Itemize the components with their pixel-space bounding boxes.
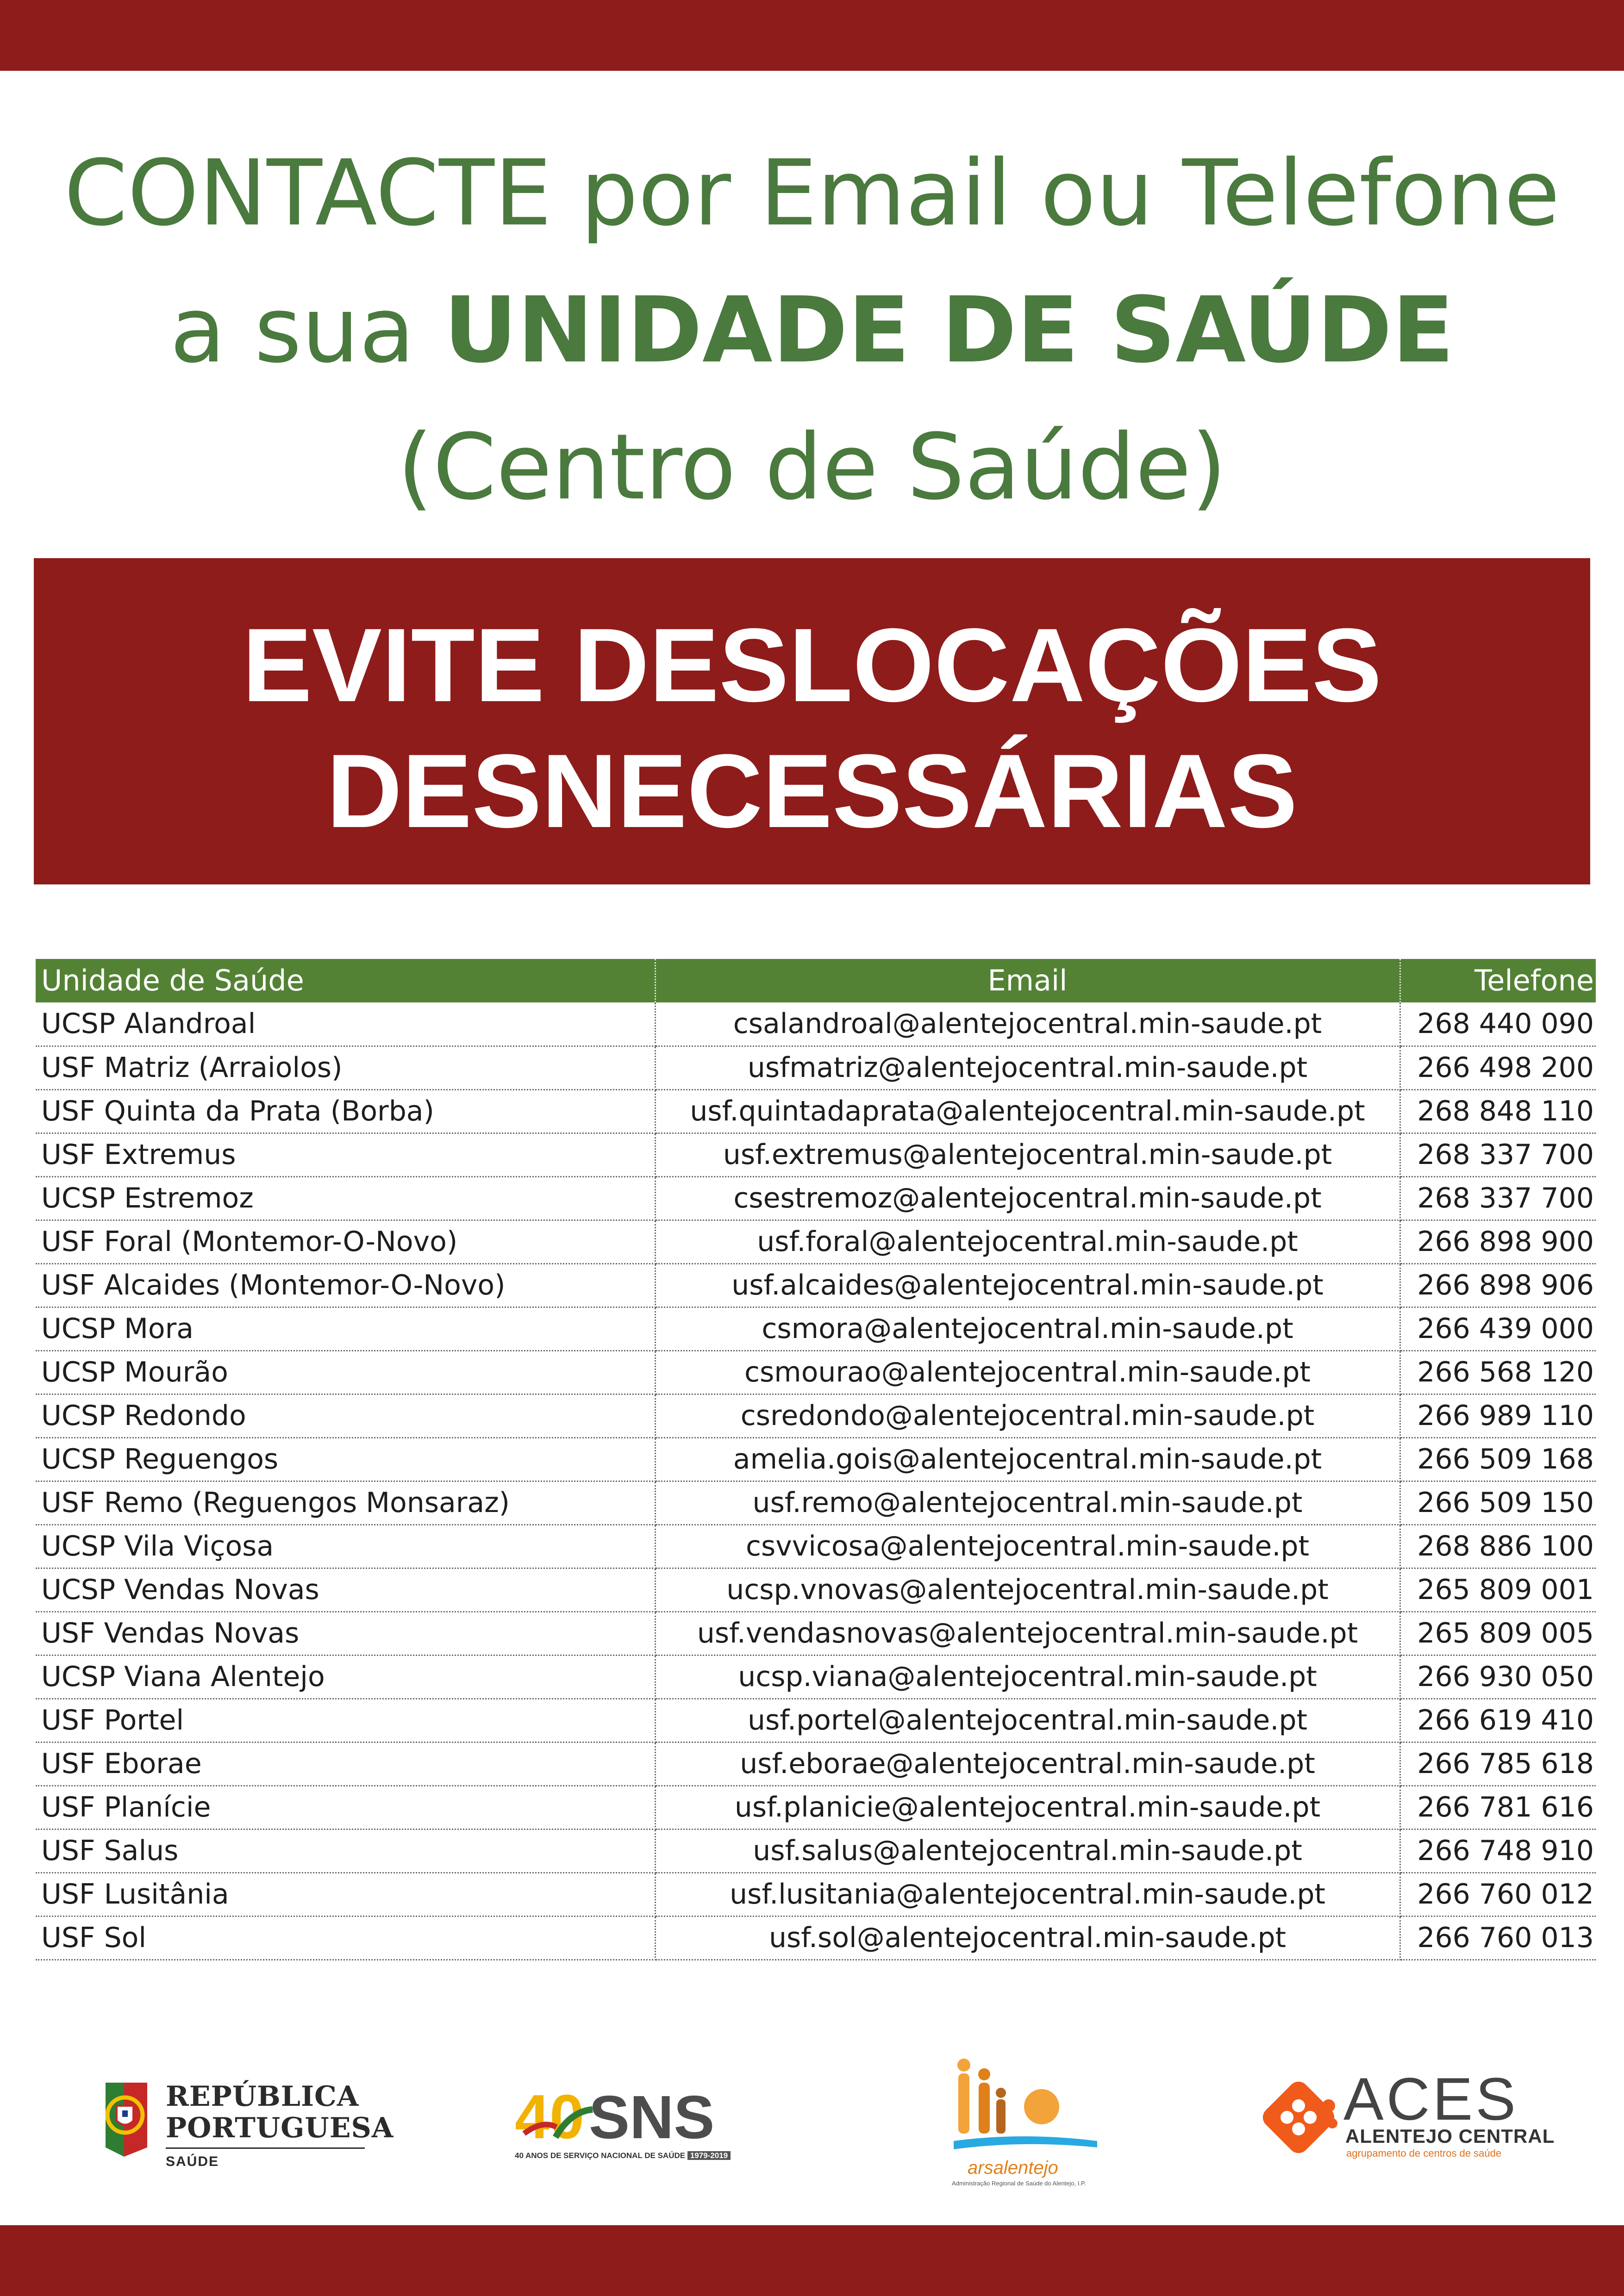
table-row	[36, 1089, 1596, 1133]
headline-line-2	[0, 262, 1624, 399]
unit-cell: USF Matriz (Arraiolos)	[36, 1046, 655, 1089]
phone-cell: 266 898 906	[1400, 1263, 1596, 1307]
email-cell[interactable]: usf.sol@alentejocentral.min-saude.pt	[655, 1916, 1400, 1960]
phone-cell: 266 568 120	[1400, 1350, 1596, 1394]
unit-cell: USF Sol	[36, 1916, 655, 1960]
unit-cell: USF Lusitânia	[36, 1873, 655, 1916]
table-row	[36, 1699, 1596, 1742]
email-cell[interactable]: amelia.gois@alentejocentral.min-saude.pt	[655, 1437, 1400, 1481]
phone-cell: 268 886 100	[1400, 1524, 1596, 1568]
unit-cell: UCSP Mora	[36, 1307, 655, 1350]
phone-cell: 266 760 012	[1400, 1873, 1596, 1916]
email-cell[interactable]: csmora@alentejocentral.min-saude.pt	[655, 1307, 1400, 1350]
table-row	[36, 1437, 1596, 1481]
unit-cell: UCSP Reguengos	[36, 1437, 655, 1481]
phone-cell: 266 619 410	[1400, 1699, 1596, 1742]
aces-dice-logo	[1255, 2073, 1343, 2161]
phone-cell: 265 809 001	[1400, 1568, 1596, 1612]
sns-40-mark	[515, 2083, 756, 2152]
unit-cell: USF Remo (Reguengos Monsaraz)	[36, 1481, 655, 1524]
email-cell[interactable]: usf.quintadaprata@alentejocentral.min-saude.pt	[655, 1089, 1400, 1133]
phone-cell: 266 898 900	[1400, 1220, 1596, 1263]
ars-name: arsalentejo	[968, 2158, 1058, 2178]
banner-line-1: EVITE DESLOCAÇÕES	[242, 606, 1382, 723]
ars-alentejo-logo	[949, 2055, 1102, 2189]
table-row	[36, 1002, 1596, 1046]
phone-cell: 266 439 000	[1400, 1307, 1596, 1350]
table-row	[36, 1655, 1596, 1699]
unit-cell: UCSP Vila Viçosa	[36, 1524, 655, 1568]
table-row	[36, 1916, 1596, 1960]
sns-number: 40	[515, 2083, 585, 2152]
unit-cell: UCSP Viana Alentejo	[36, 1655, 655, 1699]
unit-cell: UCSP Alandroal	[36, 1002, 655, 1046]
email-cell[interactable]: usf.extremus@alentejocentral.min-saude.pt	[655, 1133, 1400, 1176]
phone-cell: 266 509 168	[1400, 1437, 1596, 1481]
republica-name: REPÚBLICA PORTUGUESA	[166, 2080, 394, 2144]
phone-cell: 266 930 050	[1400, 1655, 1596, 1699]
table-row	[36, 1307, 1596, 1350]
unit-cell: USF Extremus	[36, 1133, 655, 1176]
table-row	[36, 1220, 1596, 1263]
unit-cell: USF Quinta da Prata (Borba)	[36, 1089, 655, 1133]
email-cell[interactable]: csvvicosa@alentejocentral.min-saude.pt	[655, 1524, 1400, 1568]
email-cell[interactable]: csredondo@alentejocentral.min-saude.pt	[655, 1394, 1400, 1437]
ars-sub: Administração Regional de Saúde do Alentejo, I.P.	[952, 2180, 1086, 2187]
table-row	[36, 1350, 1596, 1394]
email-cell[interactable]: usf.remo@alentejocentral.min-saude.pt	[655, 1481, 1400, 1524]
unit-cell: USF Eborae	[36, 1742, 655, 1786]
unit-cell: UCSP Mourão	[36, 1350, 655, 1394]
email-cell[interactable]: csestremoz@alentejocentral.min-saude.pt	[655, 1176, 1400, 1220]
warning-banner	[34, 558, 1590, 884]
headline-line-2-strong: UNIDADE DE SAÚDE	[443, 278, 1454, 383]
republica-sub: SAÚDE	[166, 2154, 219, 2169]
unit-cell: USF Vendas Novas	[36, 1612, 655, 1655]
ars-figures-logo	[949, 2055, 1102, 2161]
email-cell[interactable]: usf.lusitania@alentejocentral.min-saude.pt	[655, 1873, 1400, 1916]
republica-rule	[166, 2147, 365, 2149]
email-cell[interactable]: csalandroal@alentejocentral.min-saude.pt	[655, 1002, 1400, 1046]
table-row	[36, 1176, 1596, 1220]
phone-cell: 265 809 005	[1400, 1612, 1596, 1655]
phone-cell: 266 748 910	[1400, 1829, 1596, 1873]
coat-of-arms-icon	[96, 2078, 156, 2161]
health-units-table	[36, 959, 1596, 1960]
headline	[0, 125, 1624, 536]
footer-logos	[0, 2055, 1624, 2194]
table-body	[36, 1002, 1596, 1960]
email-cell[interactable]: ucsp.vnovas@alentejocentral.min-saude.pt	[655, 1568, 1400, 1612]
top-band	[0, 0, 1624, 71]
email-cell[interactable]: usfmatriz@alentejocentral.min-saude.pt	[655, 1046, 1400, 1089]
table-row	[36, 1829, 1596, 1873]
phone-cell: 268 337 700	[1400, 1133, 1596, 1176]
aces-sub: agrupamento de centros de saúde	[1346, 2147, 1502, 2159]
unit-cell: USF Planície	[36, 1786, 655, 1829]
table-row	[36, 1481, 1596, 1524]
phone-cell: 268 440 090	[1400, 1002, 1596, 1046]
headline-line-3: (Centro de Saúde)	[397, 415, 1227, 520]
table-header-row	[36, 959, 1596, 1002]
unit-cell: UCSP Redondo	[36, 1394, 655, 1437]
phone-cell: 266 781 616	[1400, 1786, 1596, 1829]
email-cell[interactable]: usf.foral@alentejocentral.min-saude.pt	[655, 1220, 1400, 1263]
sns-years: 1979-2019	[687, 2151, 731, 2160]
table-row	[36, 1742, 1596, 1786]
table-row	[36, 1133, 1596, 1176]
header-email: Email	[655, 959, 1400, 1002]
table-row	[36, 1524, 1596, 1568]
headline-line-2-prefix: a sua	[170, 278, 444, 383]
unit-cell: USF Portel	[36, 1699, 655, 1742]
unit-cell: UCSP Vendas Novas	[36, 1568, 655, 1612]
email-cell[interactable]: usf.salus@alentejocentral.min-saude.pt	[655, 1829, 1400, 1873]
email-cell[interactable]: usf.vendasnovas@alentejocentral.min-saude.pt	[655, 1612, 1400, 1655]
sns-sub: 40 ANOS DE SERVIÇO NACIONAL DE SAÚDE 1979-2019	[515, 2151, 756, 2160]
phone-cell: 266 509 150	[1400, 1481, 1596, 1524]
unit-cell: USF Salus	[36, 1829, 655, 1873]
aces-alentejo-central-logo	[1255, 2065, 1555, 2175]
phone-cell: 266 498 200	[1400, 1046, 1596, 1089]
table-row	[36, 1786, 1596, 1829]
table-row	[36, 1046, 1596, 1089]
header-phone: Telefone	[1400, 959, 1596, 1002]
phone-cell: 266 760 013	[1400, 1916, 1596, 1960]
email-cell[interactable]: ucsp.viana@alentejocentral.min-saude.pt	[655, 1655, 1400, 1699]
phone-cell: 266 989 110	[1400, 1394, 1596, 1437]
phone-cell: 268 337 700	[1400, 1176, 1596, 1220]
unit-cell: USF Alcaides (Montemor-O-Novo)	[36, 1263, 655, 1307]
table-row	[36, 1873, 1596, 1916]
unit-cell: USF Foral (Montemor-O-Novo)	[36, 1220, 655, 1263]
aces-region: ALENTEJO CENTRAL	[1345, 2125, 1555, 2147]
headline-line-1: CONTACTE por Email ou Telefone	[64, 141, 1560, 246]
sns-name: SNS	[589, 2083, 715, 2151]
table-row	[36, 1394, 1596, 1437]
email-cell[interactable]: usf.planicie@alentejocentral.min-saude.pt	[655, 1786, 1400, 1829]
email-cell[interactable]: usf.alcaides@alentejocentral.min-saude.pt	[655, 1263, 1400, 1307]
table-row	[36, 1568, 1596, 1612]
republica-portuguesa-logo	[96, 2078, 394, 2180]
email-cell[interactable]: usf.portel@alentejocentral.min-saude.pt	[655, 1699, 1400, 1742]
email-cell[interactable]: csmourao@alentejocentral.min-saude.pt	[655, 1350, 1400, 1394]
table-row	[36, 1263, 1596, 1307]
email-cell[interactable]: usf.eborae@alentejocentral.min-saude.pt	[655, 1742, 1400, 1786]
banner-line-2: DESNECESSÁRIAS	[326, 732, 1298, 849]
table-row	[36, 1612, 1596, 1655]
phone-cell: 266 785 618	[1400, 1742, 1596, 1786]
bottom-band	[0, 2225, 1624, 2296]
sns-40-logo	[515, 2083, 756, 2175]
phone-cell: 268 848 110	[1400, 1089, 1596, 1133]
header-unit: Unidade de Saúde	[36, 959, 655, 1002]
unit-cell: UCSP Estremoz	[36, 1176, 655, 1220]
aces-title: ACES	[1343, 2065, 1519, 2133]
